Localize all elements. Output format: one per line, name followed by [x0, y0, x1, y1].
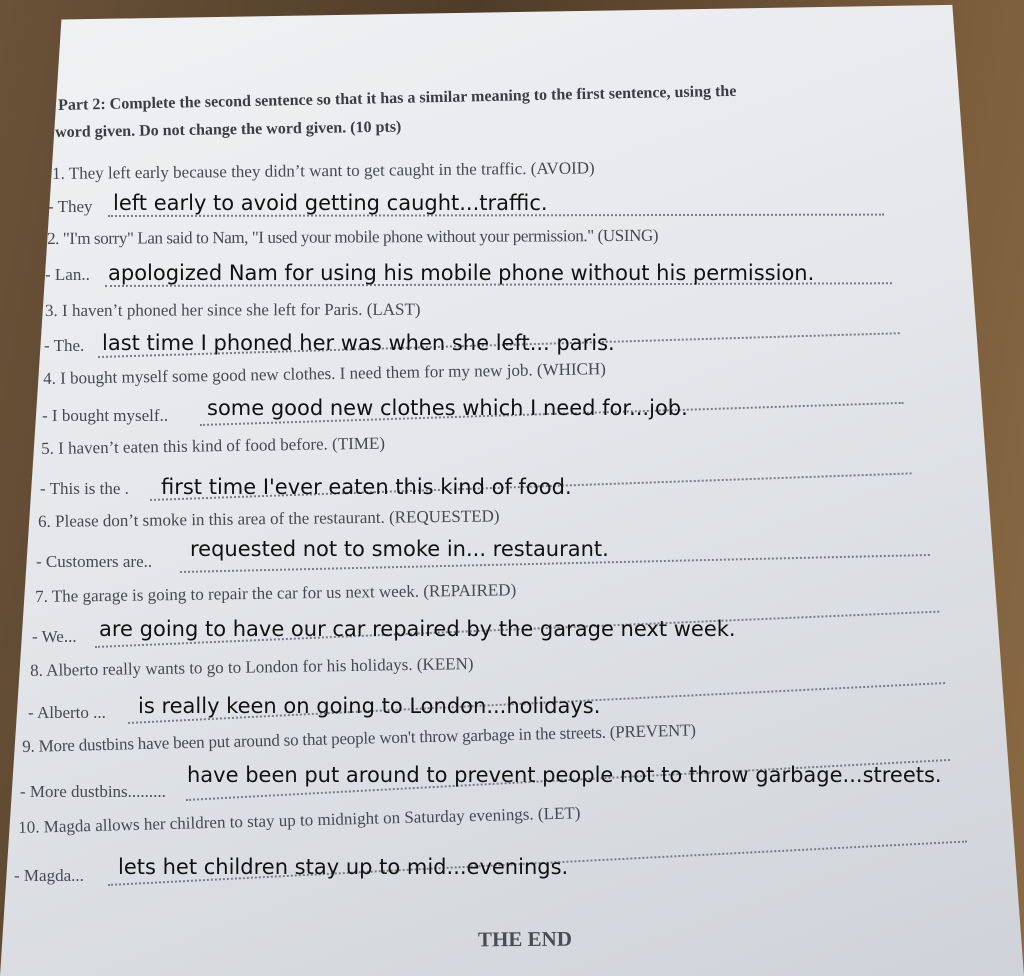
instructions-line-1: Part 2: Complete the second sentence so that it has a similar meaning to the first sentence, using the: [58, 82, 737, 114]
answer-9: have been put around to prevent people not to throw garbage...streets.: [187, 763, 942, 787]
answer-lead-5: - This is the .: [40, 479, 129, 498]
question-1: 1. They left early because they didn’t want to get caught in the traffic. (AVOID): [52, 158, 595, 183]
answer-lead-1: - They: [48, 197, 93, 216]
answer-8: is really keen on going to London...holidays.: [138, 694, 601, 718]
answer-lead-8: - Alberto ...: [28, 703, 106, 722]
question-2: 2. "I'm sorry" Lan said to Nam, "I used your mobile phone without your permission." (USING): [47, 225, 659, 248]
answer-10: lets het children stay up to mid...evenings.: [118, 855, 569, 879]
question-8: 8. Alberto really wants to go to London for his holidays. (KEEN): [30, 654, 474, 680]
question-5: 5. I haven’t eaten this kind of food before. (TIME): [41, 433, 386, 458]
instructions-line-2: word given. Do not change the word given. (10 pts): [55, 118, 402, 141]
answer-4: some good new clothes which I need for...job.: [207, 396, 688, 420]
answer-lead-9: - More dustbins.........: [20, 782, 166, 801]
answer-lead-6: - Customers are..: [36, 552, 153, 571]
question-9: 9. More dustbins have been put around so that people won't throw garbage in the streets. (PREVENT): [22, 720, 696, 756]
question-7: 7. The garage is going to repair the car for us next week. (REPAIRED): [35, 580, 517, 606]
answer-lead-4: - I bought myself..: [42, 406, 169, 425]
answer-2: apologized Nam for using his mobile phone without his permission.: [108, 261, 815, 285]
answer-7: are going to have our car repaired by the garage next week.: [99, 617, 736, 641]
answer-lead-7: - We...: [32, 627, 77, 646]
answer-1: left early to avoid getting caught...traffic.: [113, 191, 548, 215]
footer-the-end: THE END: [477, 926, 573, 952]
answer-3: last time I phoned her was when she left... paris.: [102, 331, 615, 355]
answer-5: first time I'ever eaten this kind of food.: [161, 475, 572, 499]
answer-lead-3: - The.: [44, 336, 85, 355]
question-3: 3. I haven’t phoned her since she left for Paris. (LAST): [45, 299, 421, 320]
question-10: 10. Magda allows her children to stay up to midnight on Saturday evenings. (LET): [18, 803, 581, 837]
answer-lead-2: - Lan..: [45, 265, 90, 284]
question-4: 4. I bought myself some good new clothes. I need them for my new job. (WHICH): [43, 359, 607, 388]
answer-lead-10: - Magda...: [14, 866, 84, 885]
question-6: 6. Please don’t smoke in this area of the restaurant. (REQUESTED): [38, 506, 500, 531]
answer-6: requested not to smoke in... restaurant.: [190, 537, 609, 561]
